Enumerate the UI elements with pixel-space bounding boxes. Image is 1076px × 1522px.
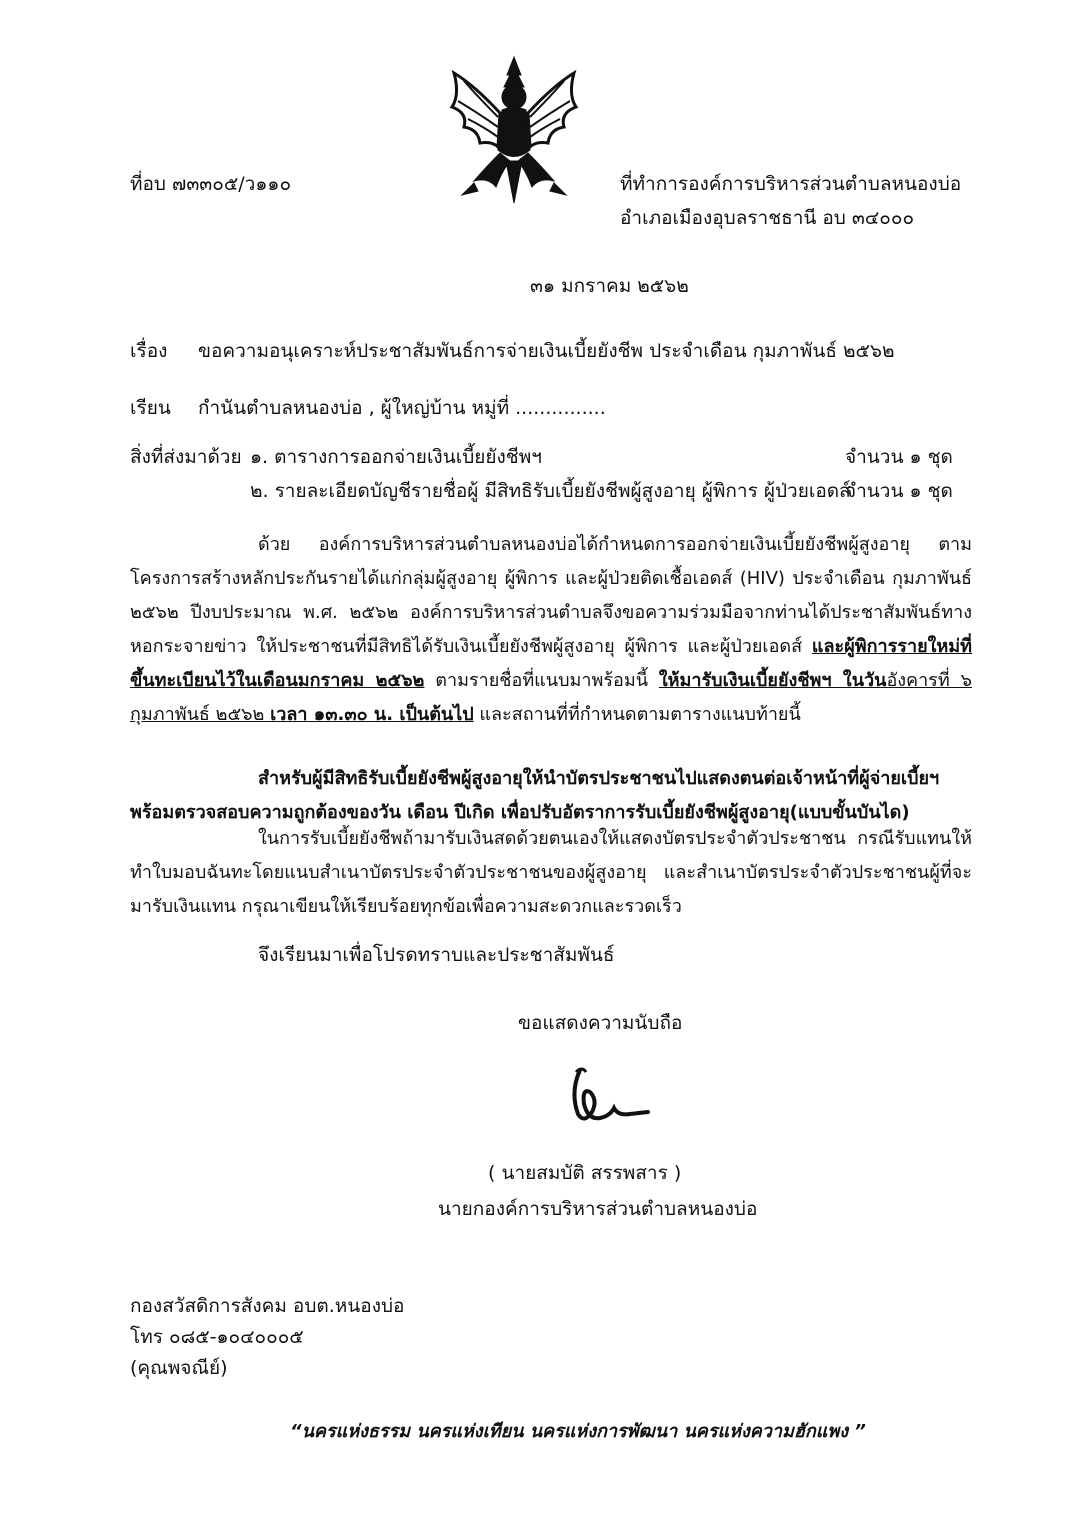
enclosures-label: สิ่งที่ส่งมาด้วย — [130, 446, 242, 468]
enclosure-item: ๒. รายละเอียดบัญชีรายชื่อผู้ มีสิทธิรับเบี้ยยังชีพผู้สูงอายุ ผู้พิการ ผู้ป่วยเอดส์ — [250, 480, 851, 502]
subject-text: ขอความอนุเคราะห์ประชาสัมพันธ์การจ่ายเงินเบี้ยยังชีพ ประจำเดือน กุมภาพันธ์ ๒๕๖๒ — [198, 340, 895, 362]
enclosure-quantity: จำนวน ๑ ชุด — [845, 480, 953, 502]
footer-contact: (คุณพจณีย์) — [130, 1357, 228, 1379]
letter-date: ๓๑ มกราคม ๒๕๖๒ — [530, 275, 689, 297]
salutation-text: กำนันตำบลหนองบ่อ , ผู้ใหญ่บ้าน หมู่ที่ ............... — [198, 397, 606, 419]
signature-icon — [540, 1062, 650, 1132]
subject-label: เรื่อง — [130, 340, 168, 362]
body-paragraph-1: ด้วย องค์การบริหารส่วนตำบลหนองบ่อได้กำหนดการออกจ่ายเงินเบี้ยยังชีพผู้สูงอายุ ตามโครงการสร้างหลักประกันรายได้แก่กลุ่มผู้สูงอายุ ผู้พิการ และผู้ป่วยติดเชื้อเอดส์ (HIV) ประจำเดือน กุมภาพันธ์ ๒๕๖๒ ปีงบประมาณ พ.ศ. ๒๕๖๒ องค์การบริหารส่วนตำบลจึงขอความร่วมมือจากท่านได้ประชาสัมพันธ์ทางหอกระจายข่าว ให้ประชาชนที่มีสิทธิได้รับเงินเบี้ยยังชีพผู้สูงอายุ ผู้พิการ และผู้ป่วยเอดส์ และผู้พิการรายใหม่ที่ขึ้นทะเบียนไว้ในเดือนมกราคม ๒๕๖๒ ตามรายชื่อที่แนบมาพร้อมนี้ ให้มารับเงินเบี้ยยังชีพฯ ในวันอังคารที่ ๖ กุมภาพันธ์ ๒๕๖๒ เวลา ๑๓.๓๐ น. เป็นต้นไป และสถานที่ที่กำหนดตามตารางแนบท้ายนี้ — [130, 534, 973, 725]
footer-department: กองสวัสดิการสังคม อบต.หนองบ่อ — [130, 1295, 405, 1317]
signer-name: ( นายสมบัติ สรรพสาร ) — [488, 1162, 682, 1184]
garuda-emblem-icon — [444, 55, 584, 205]
salutation-label: เรียน — [130, 397, 171, 419]
reference-number: ที่อบ ๗๓๓๐๕/ว๑๑๐ — [130, 173, 292, 195]
office-address-line1: ที่ทำการองค์การบริหารส่วนตำบลหนองบ่อ — [620, 173, 962, 195]
signer-position: นายกองค์การบริหารส่วนตำบลหนองบ่อ — [438, 1198, 758, 1220]
enclosure-item: ๑. ตารางการออกจ่ายเงินเบี้ยยังชีพฯ — [250, 446, 542, 468]
body-paragraph-2: สำหรับผู้มีสิทธิรับเบี้ยยังชีพผู้สูงอายุให้นำบัตรประชาชนไปแสดงตนต่อเจ้าหน้าที่ผู้จ่ายเบี้ยฯ พร้อมตรวจสอบความถูกต้องของวัน เดือน ปีเกิด เพื่อปรับอัตราการรับเบี้ยยังชีพผู้สูงอายุ(แบบขั้นบันได) — [130, 768, 940, 823]
enclosure-quantity: จำนวน ๑ ชุด — [845, 446, 953, 468]
body-paragraph-3: ในการรับเบี้ยยังชีพถ้ามารับเงินสดด้วยตนเองให้แสดงบัตรประจำตัวประชาชน กรณีรับแทนให้ทำใบมอบฉันทะโดยแนบสำเนาบัตรประจำตัวประชาชนของผู้สูงอายุ และสำเนาบัตรประจำตัวประชาชนผู้ที่จะมารับเงินแทน กรุณาเขียนให้เรียบร้อยทุกข้อเพื่อความสะดวกและรวดเร็ว — [130, 828, 972, 917]
footer-motto: “นครแห่งธรรม นครแห่งเทียน นครแห่งการพัฒนา นครแห่งความฮักแพง ” — [290, 1421, 866, 1442]
footer-phone: โทร ๐๘๕-๑๐๔๐๐๐๕ — [130, 1326, 304, 1348]
closing-line: จึงเรียนมาเพื่อโปรดทราบและประชาสัมพันธ์ — [258, 944, 615, 966]
regards-line: ขอแสดงความนับถือ — [518, 1012, 683, 1034]
office-address-line2: อำเภอเมืองอุบลราชธานี อบ ๓๔๐๐๐ — [620, 207, 915, 229]
